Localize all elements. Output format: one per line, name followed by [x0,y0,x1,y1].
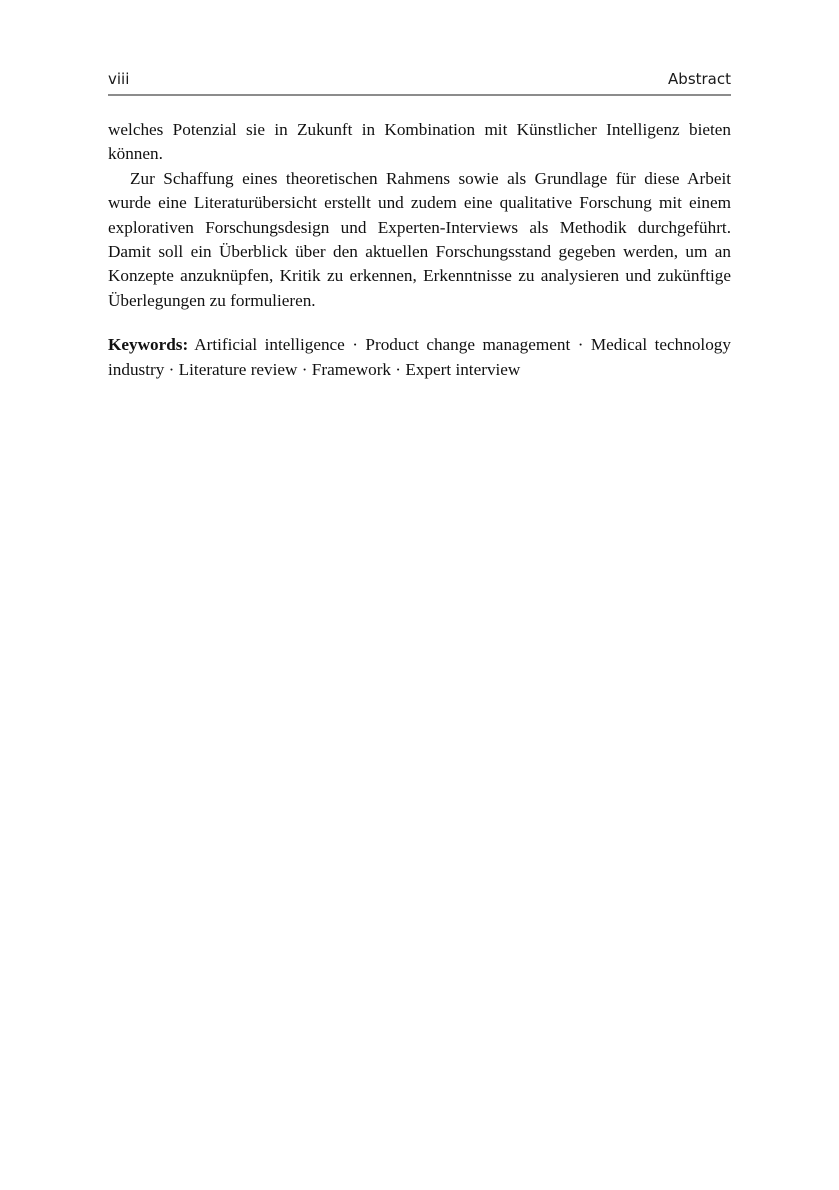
header-rule [108,94,731,96]
paragraph-continued: welches Potenzial sie in Zukunft in Kombination mit Künstlicher Intelligenz bieten können. [108,120,731,164]
keywords-line [108,333,731,382]
section-title: Abstract [668,70,731,88]
abstract-body [108,118,731,382]
running-head [108,70,731,90]
keywords-label: Keywords: [108,335,189,355]
page-number: viii [108,70,130,88]
keywords-list: Artificial intelligence · Product change management · Medical technology industry · Literature review · Framework · Expert interview [108,335,731,379]
paragraph-methodology: Zur Schaffung eines theoretischen Rahmens sowie als Grundlage für diese Arbeit wurde eine Literaturübersicht erstellt und zudem eine qualitative Forschung mit einem explorativen Forschungsdesign und Experten-Interviews als Methodik durchgeführt. Damit soll ein Überblick über den aktuellen Forschungsstand gegeben werden, um an Konzepte anzuknüpfen, Kritik zu erkennen, Erkenntnisse zu analysieren und zukünftige Überlegungen zu formulieren. [108,168,731,310]
